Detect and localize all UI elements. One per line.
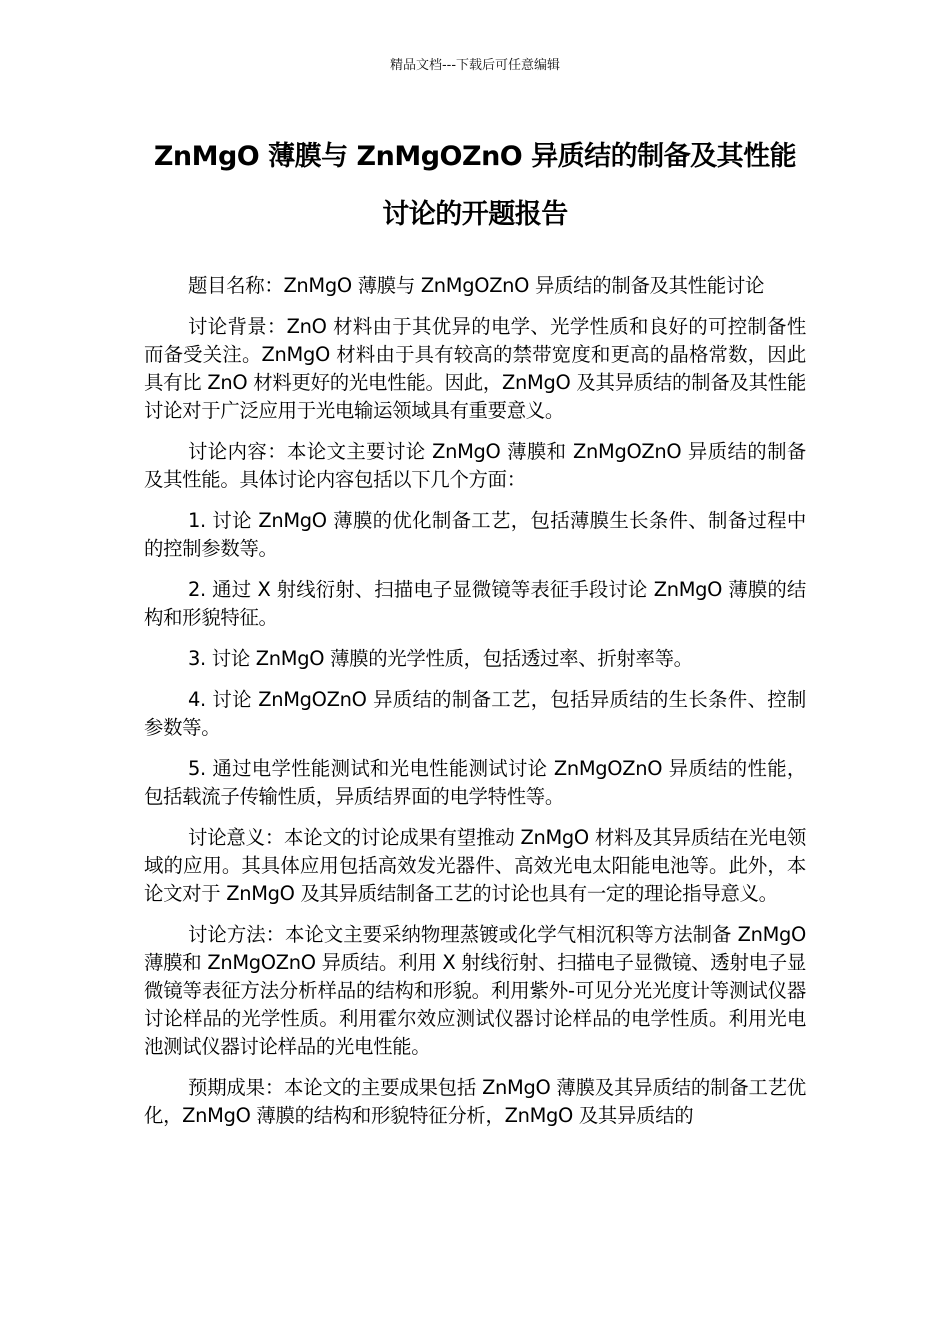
page-header-note: 精品文档---下载后可任意编辑 bbox=[389, 58, 561, 73]
paragraph-item-3: 3. 讨论 ZnMgO 薄膜的光学性质，包括透过率、折射率等。 bbox=[188, 647, 693, 670]
paragraph-item-1: 1. 讨论 ZnMgO 薄膜的优化制备工艺，包括薄膜生长条件、制备过程中的控制参数等。 bbox=[144, 509, 806, 560]
document-title-line-1: ZnMgO 薄膜与 ZnMgOZnO 异质结的制备及其性能 bbox=[153, 141, 797, 172]
paragraph-item-4: 4. 讨论 ZnMgOZnO 异质结的制备工艺，包括异质结的生长条件、控制参数等。 bbox=[144, 688, 806, 739]
document-body bbox=[144, 272, 806, 1143]
paragraph-expected-results: 预期成果：本论文的主要成果包括 ZnMgO 薄膜及其异质结的制备工艺优化，ZnMgO 薄膜的结构和形貌特征分析，ZnMgO 及其异质结的 bbox=[144, 1076, 806, 1127]
paragraph-background: 讨论背景：ZnO 材料由于其优异的电学、光学性质和良好的可控制备性而备受关注。ZnMgO 材料由于具有较高的禁带宽度和更高的晶格常数，因此具有比 ZnO 材料更好的光电性能。因此，ZnMgO 及其异质结的制备及其性能讨论对于广泛应用于光电输运领域具有重要意义。 bbox=[144, 315, 806, 422]
paragraph-content: 讨论内容：本论文主要讨论 ZnMgO 薄膜和 ZnMgOZnO 异质结的制备及其性能。具体讨论内容包括以下几个方面： bbox=[144, 440, 806, 491]
document-title-line-2: 讨论的开题报告 bbox=[382, 199, 568, 230]
paragraph-methods: 讨论方法：本论文主要采纳物理蒸镀或化学气相沉积等方法制备 ZnMgO 薄膜和 ZnMgOZnO 异质结。利用 X 射线衍射、扫描电子显微镜、透射电子显微镜等表征方法分析样品的结构和形貌。利用紫外-可见分光光度计等测试仪器讨论样品的光学性质。利用霍尔效应测试仪器讨论样品的电学性质。利用光电池测试仪器讨论样品的光电性能。 bbox=[144, 923, 806, 1058]
paragraph-item-5: 5. 通过电学性能测试和光电性能测试讨论 ZnMgOZnO 异质结的性能，包括载流子传输性质，异质结界面的电学特性等。 bbox=[144, 757, 806, 808]
paragraph-topic-name: 题目名称：ZnMgO 薄膜与 ZnMgOZnO 异质结的制备及其性能讨论 bbox=[188, 274, 765, 297]
paragraph-item-2: 2. 通过 X 射线衍射、扫描电子显微镜等表征手段讨论 ZnMgO 薄膜的结构和形貌特征。 bbox=[144, 578, 806, 629]
paragraph-significance: 讨论意义：本论文的讨论成果有望推动 ZnMgO 材料及其异质结在光电领域的应用。其具体应用包括高效发光器件、高效光电太阳能电池等。此外，本论文对于 ZnMgO 及其异质结制备工艺的讨论也具有一定的理论指导意义。 bbox=[144, 826, 806, 905]
